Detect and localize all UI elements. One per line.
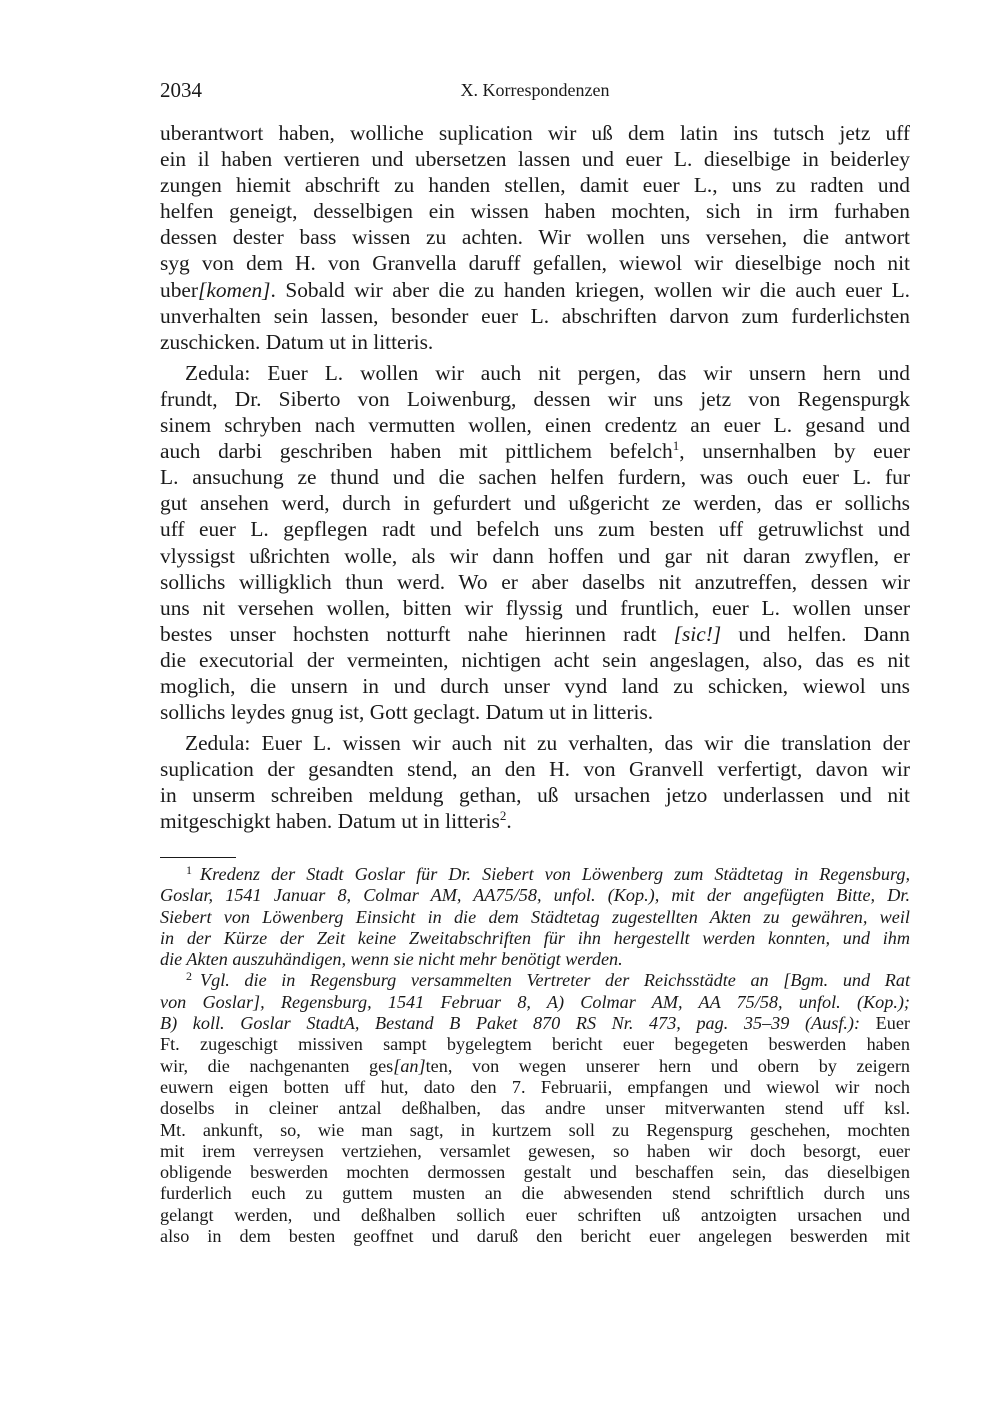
text-line: uns nit versehen wollen, bitten wir flyssig und fruntlich, euer L. wollen unser: [160, 595, 910, 620]
text-run: Kredenz der Stadt Goslar für Dr. Siebert von Löwenberg zum Städtetag in Regensburg,: [200, 864, 910, 884]
footnote-line: mit irem verreysen vertziehen, versamlet gewesen, so haben wir doch besorgt, euer: [160, 1140, 910, 1161]
running-title: X. Korrespondenzen: [460, 80, 610, 100]
paragraph: [160, 730, 910, 834]
text-line: sollichs leydes gnug ist, Gott geclagt. Datum ut in litteris.: [160, 700, 654, 725]
text-run: mitgeschigkt haben. Datum ut in litteris: [160, 809, 500, 834]
footnote-line: euwern eigen botten uff hut, dato den 7. Februarii, empfangen und wiewol wir noch: [160, 1076, 910, 1097]
text-run: auch darbi geschriben haben mit pittlichem befelch: [160, 439, 673, 464]
text-line: zuschicken. Datum ut in litteris.: [160, 329, 434, 354]
footnote-number: 1: [186, 863, 192, 877]
editorial-insertion: [an]: [393, 1055, 426, 1076]
text-line: vlyssigst ußrichten wolle, als wir dann hoffen und gar nit daran zwyflen, er: [160, 543, 910, 568]
footnote-line: von Goslar], Regensburg, 1541 Februar 8, A) Colmar AM, AA 75/58, unfol. (Kop.);: [160, 991, 910, 1012]
text-run: B) koll. Goslar StadtA, Bestand B Paket 870 RS Nr. 473, pag. 35–39 (Ausf.):: [160, 1013, 861, 1034]
text-run: , unsernhalben by euer: [679, 439, 910, 464]
footnote-line: Siebert von Löwenberg Einsicht in die dem Städtetag zugestellten Akten zu gewähren, weil: [160, 906, 910, 927]
text-run: wir, die nachgenanten ges: [160, 1055, 394, 1076]
footnote-line: furderlich euch zu guttem musten an die abwesenden stend schriftlich durch uns: [160, 1183, 910, 1204]
text-line: helfen geneigt, desselbigen ein wissen haben mochten, sich in irm furhaben: [160, 199, 910, 224]
text-line: L. ansuchung ze thund und die sachen helfen furdern, was ouch euer L. fur: [160, 465, 910, 490]
footnote-line: [160, 970, 910, 991]
paragraph: [160, 360, 910, 725]
text-line: [160, 277, 910, 303]
footnote-line: also in dem besten geoffnet und daruß den bericht euer angelegen beswerden mit: [160, 1226, 910, 1247]
text-line: zungen hiemit abschrift zu handen stellen, damit euer L., uns zu radten und: [160, 173, 910, 198]
footnote-number: 2: [186, 969, 192, 984]
footnote-line: die Akten auszuhändigen, wenn sie nicht mehr benötigt werden.: [160, 949, 623, 970]
footnote-ref[interactable]: 1: [672, 438, 680, 454]
text-line: syg von dem H. von Granvella daruff gefallen, wiewol wir dieselbige noch nit: [160, 251, 910, 276]
footnote-line: [160, 864, 910, 885]
editorial-note: [sic!]: [673, 621, 722, 646]
text-run: und helfen. Dann: [721, 621, 911, 646]
footnote-line: doselbs in cleiner antzal deßhalben, das andre unser mitverwanten stend uff ksl.: [160, 1098, 910, 1119]
footnote-separator: [160, 857, 236, 858]
footnote-line: in der Kürze der Zeit keine Zweitabschriften für ihn hergestellt werden konnten, und ihm: [160, 927, 910, 948]
text-line: ein il haben vertieren und ubersetzen lassen und euer L. dieselbige in beiderley: [160, 147, 910, 172]
text-line: moglich, die unsern in und durch unser vynd land zu schicken, wiewol uns: [160, 673, 910, 698]
page-number: 2034: [160, 78, 202, 102]
text-line: uff euer L. gepflegen radt und befelch uns zum besten uff getruwlichst und: [160, 517, 910, 542]
text-line: die executorial der vermeinten, nichtigen acht sein angeslagen, also, das es nit: [160, 647, 910, 672]
text-run: uber: [160, 277, 199, 302]
footnote-line: [160, 1056, 910, 1077]
main-text: [160, 120, 910, 835]
text-line: [160, 621, 910, 647]
text-run: bestes unser hochsten notturft nahe hierinnen radt: [160, 621, 674, 646]
footnote-line: Ft. zugeschigt missiven sampt bygelegtem bericht euer begegeten beswerden haben: [160, 1034, 910, 1055]
text-line: Zedula: Euer L. wissen wir auch nit zu verhalten, das wir die translation der: [185, 731, 910, 756]
text-line: gut ansehen werd, durch in gefurdert und ußgericht ze werden, das er sollichs: [160, 491, 910, 516]
text-line: in unserm schreiben meldung gethan, uß ursachen jetzo underlassen und nit: [160, 783, 910, 808]
editorial-insertion: [komen]: [198, 277, 271, 302]
text-line: frundt, Dr. Siberto von Loiwenburg, dessen wir uns jetz von Regenspurgk: [160, 386, 910, 411]
text-line: [160, 438, 910, 464]
text-line: uberantwort haben, wolliche suplication wir uß dem latin ins tutsch jetz uff: [160, 121, 910, 145]
text-run: Vgl. die in Regensburg versammelten Vertreter der Reichsstädte an [Bgm. und Rat: [200, 970, 910, 991]
paragraph: [160, 120, 910, 355]
footnote-line: Mt. ankunft, so, wie man sagt, in kurtzem soll zu Regenspurg geschehen, mochten: [160, 1119, 910, 1140]
footnote-ref[interactable]: 2: [499, 808, 507, 824]
footnotes: [160, 864, 910, 1247]
text-line: unverhalten sein lassen, besonder euer L. abschriften darvon zum furderlichsten: [160, 303, 910, 328]
footnote-line: gelangt werden, und deßhalben sollich euer schriften uß antzoigten ursachen und: [160, 1204, 910, 1225]
text-run: Euer: [860, 1013, 910, 1034]
text-run: . Sobald wir aber die zu handen kriegen, wollen wir die auch euer L.: [270, 277, 910, 302]
text-line: [160, 808, 910, 834]
page-header: [160, 78, 910, 108]
footnote-line: [160, 1013, 910, 1034]
footnote-line: Goslar, 1541 Januar 8, Colmar AM, AA75/58, unfol. (Kop.), mit der angefügten Bitte, Dr.: [160, 885, 910, 906]
text-line: suplication der gesandten stend, an den H. von Granvell verfertigt, davon wir: [160, 757, 910, 782]
text-run: ten, von wegen unserer hern und obern by zeigern: [425, 1055, 910, 1076]
text-line: sollichs willigklich thun werd. Wo er aber daselbs nit anzutreffen, dessen wir: [160, 569, 910, 594]
text-line: Zedula: Euer L. wollen wir auch nit pergen, das wir unsern hern und: [185, 360, 910, 385]
footnote-2: [160, 970, 910, 1247]
text-line: sinem schryben nach vermutten wollen, einen credentz an euer L. gesand und: [160, 413, 910, 438]
footnote-1: [160, 864, 910, 970]
text-run: .: [506, 809, 512, 834]
text-line: dessen dester bass wissen zu achten. Wir wollen uns versehen, die antwort: [160, 225, 910, 250]
footnote-line: obligende beswerden mochten dermossen gestalt und beschaffen sein, das dieselbigen: [160, 1162, 910, 1183]
